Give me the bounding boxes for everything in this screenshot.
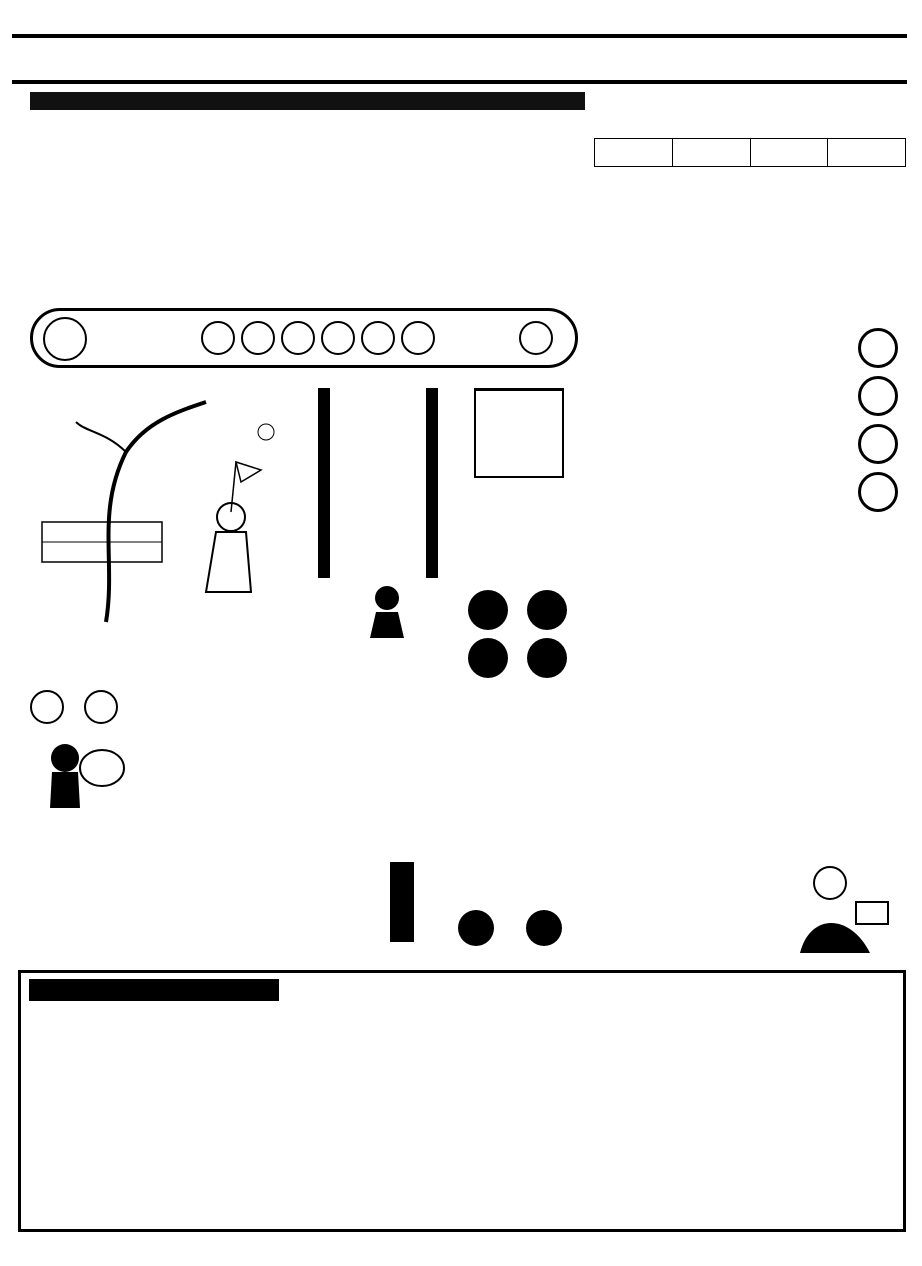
thief-illustration [40, 738, 130, 818]
number-ball [321, 321, 355, 355]
lottery-seal [43, 317, 87, 361]
poem-code-ball [458, 910, 494, 946]
header-cell [595, 139, 673, 167]
zodiac-ball [468, 590, 508, 630]
riddle-scroll [318, 388, 438, 578]
toushi-headline [30, 690, 430, 724]
number-ball [201, 321, 235, 355]
jinqi-ball [858, 376, 898, 416]
side-headline [820, 630, 910, 700]
table-header-row [595, 139, 906, 167]
header-cell [672, 139, 750, 167]
number-ball [281, 321, 315, 355]
date-banner [12, 34, 907, 84]
winning-numbers [201, 321, 435, 355]
recent-results-panel [18, 970, 906, 1232]
jinqi-ball [858, 328, 898, 368]
bolu-label [390, 862, 414, 942]
poem-code-headline [458, 910, 788, 946]
toushi-ball [84, 690, 118, 724]
jinqi-ball [858, 424, 898, 464]
next-issue-box [474, 388, 564, 478]
zodiac-ball [527, 590, 567, 630]
header-cell [828, 139, 906, 167]
number-ball [401, 321, 435, 355]
number-ball [361, 321, 395, 355]
toushi-ball [30, 690, 64, 724]
number-ball [241, 321, 275, 355]
kite-flyer-illustration [36, 392, 276, 632]
trend-table [594, 138, 906, 167]
scholar-illustration [780, 858, 900, 958]
results-dot-grid [281, 979, 903, 1229]
jinqi-panel [848, 320, 908, 512]
doctor-illustration [362, 580, 412, 640]
poem-code-ball [526, 910, 562, 946]
special-ball [519, 321, 553, 355]
zodiac-picks [462, 590, 572, 678]
jinqi-ball [858, 472, 898, 512]
header-cell [750, 139, 828, 167]
recent-results-title [29, 979, 279, 1001]
zodiac-ball [527, 638, 567, 678]
next-issue-title [476, 390, 562, 391]
hk-result-bar [30, 308, 578, 368]
masthead [30, 92, 585, 297]
macau-result-headline [100, 0, 820, 34]
zodiac-ball [468, 638, 508, 678]
